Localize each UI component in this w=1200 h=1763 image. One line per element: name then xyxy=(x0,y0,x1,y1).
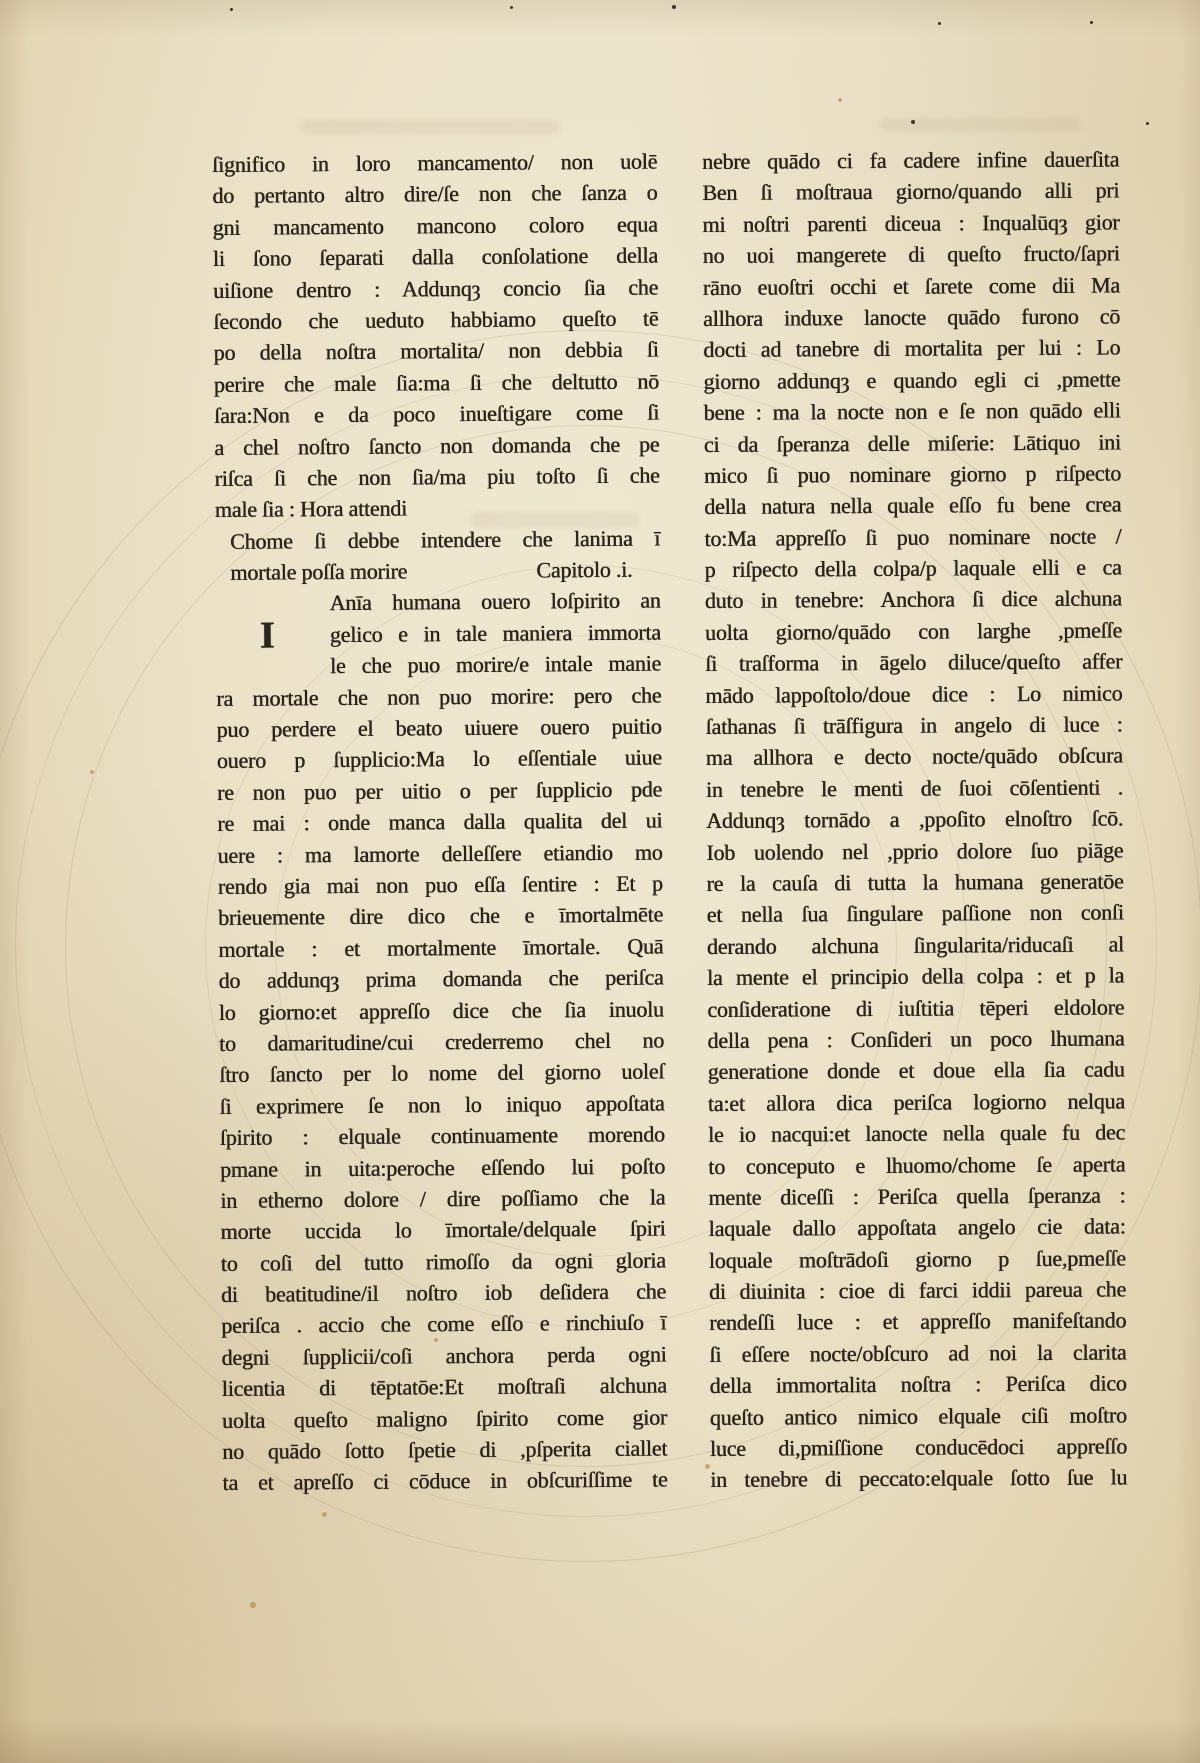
text-line: ouero p ſupplicio:Ma lo eſſentiale uiue xyxy=(216,744,662,774)
text-line: ſtro ſancto per lo nome del giorno uoleſ xyxy=(219,1058,665,1088)
text-line: ſpirito : elquale continuamente morendo xyxy=(219,1121,665,1151)
text-line: in tenebre le menti de ſuoi cōſentienti . xyxy=(705,774,1123,802)
text-line: uiſione dentro : Addunqȝ concio ſia che xyxy=(213,274,659,303)
ink-speck xyxy=(1090,21,1093,24)
text-line: Iob uolendo nel ,pprio dolore ſuo piāge xyxy=(706,837,1124,865)
text-line: no quādo ſotto ſpetie di ,pſperita ciallet xyxy=(222,1435,668,1464)
text-line: ſecondo che ueduto habbiamo queſto tē xyxy=(213,305,659,334)
foxing-spot xyxy=(90,770,94,774)
text-line: loquale moſtrādoſi giorno p ſue,pmeſſe xyxy=(708,1245,1126,1273)
text-line: mi noſtri parenti diceua : Inqualūqȝ gior xyxy=(702,209,1120,237)
text-line: uolta giorno/quādo con larghe ,pmeſſe xyxy=(704,617,1123,645)
text-line: uere : ma lamorte delleſſere etiandio mo xyxy=(217,839,663,868)
text-line: queſto antico nimico elquale ciſi moſtro xyxy=(709,1402,1127,1430)
text-line: mico ſi puo nominare giorno p riſpecto xyxy=(703,460,1122,488)
text-line: gelico e in tale maniera immorta xyxy=(329,619,661,647)
text-line: di diuinita : cioe di farci iddii pareua che xyxy=(708,1276,1127,1305)
text-line: et nella ſua ſingulare paſſione non conſi xyxy=(706,899,1124,928)
text-line: Ben ſi moſtraua giorno/quando alli pri xyxy=(702,177,1120,206)
text-line: rendo gia mai non puo eſſa ſentire : Et p xyxy=(217,870,663,899)
text-line: gni mancamento mancono coloro equa xyxy=(212,211,658,240)
text-line: generatione donde et doue ella ſia cadu xyxy=(707,1056,1125,1085)
text-line: ſi traſforma in āgelo diluce/queſto affer xyxy=(705,648,1123,677)
text-line: no uoi mangerete di queſto fructo/ſapri xyxy=(702,240,1120,269)
text-line: ſi eſſere nocte/obſcuro ad noi la clarita xyxy=(709,1339,1127,1367)
ink-speck xyxy=(672,5,676,9)
text-line: periſca . accio che come eſſo e rinchiuſo ī xyxy=(221,1309,667,1339)
text-line: perire che male ſia:ma ſi che deltutto nō xyxy=(213,368,659,397)
text-line: della immortalita noſtra : Periſca dico xyxy=(709,1370,1127,1399)
text-line: luce di,pmiſſione conducēdoci appreſſo xyxy=(709,1433,1128,1461)
text-line: a chel noſtro ſancto non domanda che pe xyxy=(214,431,660,460)
foxing-spot xyxy=(322,1512,327,1517)
text-line: le che puo morire/e intale manie xyxy=(329,650,662,679)
show-through-smudge xyxy=(300,120,560,134)
text-column-right xyxy=(702,143,1127,1495)
text-line: ſi exprimere ſe non lo iniquo appoſtata xyxy=(219,1090,665,1119)
text-line: in etherno dolore / dire poſſiamo che la xyxy=(220,1184,666,1213)
text-line: to damaritudine/cui crederremo chel no xyxy=(218,1027,665,1056)
ink-speck xyxy=(510,6,513,9)
text-line: to:Ma appreſſo ſi puo nominare nocte / xyxy=(704,523,1122,551)
text-line: rendeſſi luce : et appreſſo manifeſtando xyxy=(709,1307,1127,1336)
text-line: brieuemente dire dico che e īmortalmēte xyxy=(217,901,664,931)
text-line: rāno euoſtri occhi et ſarete come dii Ma xyxy=(702,272,1120,300)
text-line: ſignifico in loro mancamento/ non uolē xyxy=(212,148,658,177)
text-line: conſideratione di iuſtitia tēperi eldolore xyxy=(707,993,1125,1022)
text-line: ſathanas ſi trāſfigura in angelo di luce : xyxy=(705,711,1123,740)
text-line: to coſi del tutto rimoſſo da ogni gloria xyxy=(220,1247,666,1276)
text-line: della natura nella quale eſſo fu bene crea xyxy=(704,491,1122,520)
text-line: duto in tenebre: Anchora ſi dice alchuna xyxy=(704,585,1122,614)
text-line: mente diceſſi : Periſca quella ſperanza : xyxy=(708,1182,1126,1210)
text-line: la mente el principio della colpa : et p la xyxy=(707,962,1125,991)
text-line: pmane in uita:peroche eſſendo lui poſto xyxy=(219,1152,666,1182)
text-line: p riſpecto della colpa/p laquale elli e ca xyxy=(704,554,1122,583)
text-line: uolta queſto maligno ſpirito come gior xyxy=(221,1404,668,1433)
text-line: derando alchuna ſingularita/riducaſi al xyxy=(706,931,1124,959)
text-line: bene : ma la nocte non e ſe non quādo elli xyxy=(703,397,1121,426)
text-line: morte uccida lo īmortale/delquale ſpiri xyxy=(220,1215,666,1245)
text-line: Chome ſi debbe intendere che lanima ī xyxy=(229,525,661,554)
text-line: mortale : et mortalmente īmortale. Quā xyxy=(218,933,664,962)
text-line: male ſia : Hora attendi xyxy=(214,495,408,523)
text-line: re mai : onde manca dalla qualita del ui xyxy=(217,807,663,837)
text-line: della pena : Conſideri un poco lhumana xyxy=(707,1025,1125,1053)
text-line: ta et apreſſo ci cōduce in obſcuriſſime te xyxy=(222,1466,668,1496)
heading-text: mortale poſſa morire xyxy=(230,558,408,585)
text-line: le io nacqui:et lanocte nella quale fu dec xyxy=(707,1119,1126,1148)
text-line: mādo lappoſtolo/doue dice : Lo nimico xyxy=(705,680,1123,708)
foxing-spot xyxy=(838,98,842,102)
text-line: do pertanto altro dire/ſe non che ſanza o xyxy=(212,179,658,209)
text-line: allhora induxe lanocte quādo furono cō xyxy=(702,303,1121,331)
text-line: giorno addunqȝ e quando egli ci ,pmette xyxy=(703,366,1121,394)
chapter-number-label: Capitolo .i. xyxy=(536,556,633,583)
text-line: degni ſupplicii/coſi anchora perda ogni xyxy=(221,1341,667,1370)
ink-speck xyxy=(1146,122,1149,125)
text-line: lo giorno:et appreſſo dice che ſia inuolu xyxy=(218,996,664,1025)
text-line: po della noſtra mortalita/ non debbia ſi xyxy=(213,336,659,366)
text-line: riſca ſi che non ſia/ma piu toſto ſi che xyxy=(214,462,660,491)
text-column-left xyxy=(212,146,668,1499)
chapter-heading-line xyxy=(215,554,660,589)
text-line: li ſono ſeparati dalla conſolatione della xyxy=(212,242,658,272)
text-line: puo perdere el beato uiuere ouero puitio xyxy=(216,713,662,743)
text-line: do addunqȝ prima domanda che periſca xyxy=(218,964,664,994)
text-line: ra mortale che non puo morire: pero che xyxy=(216,682,662,711)
text-line: ta:et allora dica periſca logiorno nelqua xyxy=(707,1088,1125,1116)
text-line: laquale dallo appoſtata angelo cie data: xyxy=(708,1213,1126,1242)
text-line: ſara:Non e da poco inueſtigare come ſi xyxy=(213,399,660,429)
text-line: Anīa humana ouero loſpirito an xyxy=(329,587,661,616)
text-line: re non puo per uitio o per ſupplicio pde xyxy=(216,776,663,805)
text-line: in tenebre di peccato:elquale ſotto ſue lu xyxy=(710,1464,1128,1493)
text-line: ma allhora e decto nocte/quādo obſcura xyxy=(705,742,1123,771)
text-line: licentia di tēptatōe:Et moſtraſi alchuna xyxy=(221,1372,667,1402)
ink-speck xyxy=(230,8,233,11)
text-line: docti ad tanebre di mortalita per lui : Lo xyxy=(703,334,1121,363)
text-line: to conceputo e lhuomo/chome ſe aperta xyxy=(708,1150,1126,1179)
text-line: nebre quādo ci fa cadere infine dauerſita xyxy=(702,146,1120,174)
text-line: ci da ſperanza delle miſerie: Lātiquo ini xyxy=(703,428,1121,457)
show-through-smudge xyxy=(880,118,1080,131)
text-line: re la cauſa di tutta la humana generatōe xyxy=(706,868,1124,896)
ink-speck xyxy=(938,22,941,25)
initial-letter: I xyxy=(259,614,275,657)
foxing-spot xyxy=(250,1602,256,1608)
text-line: di beatitudine/il noſtro iob deſidera che xyxy=(220,1278,667,1308)
text-line: Addunqȝ tornādo a ,ppoſito elnoſtro ſcō. xyxy=(706,805,1124,834)
